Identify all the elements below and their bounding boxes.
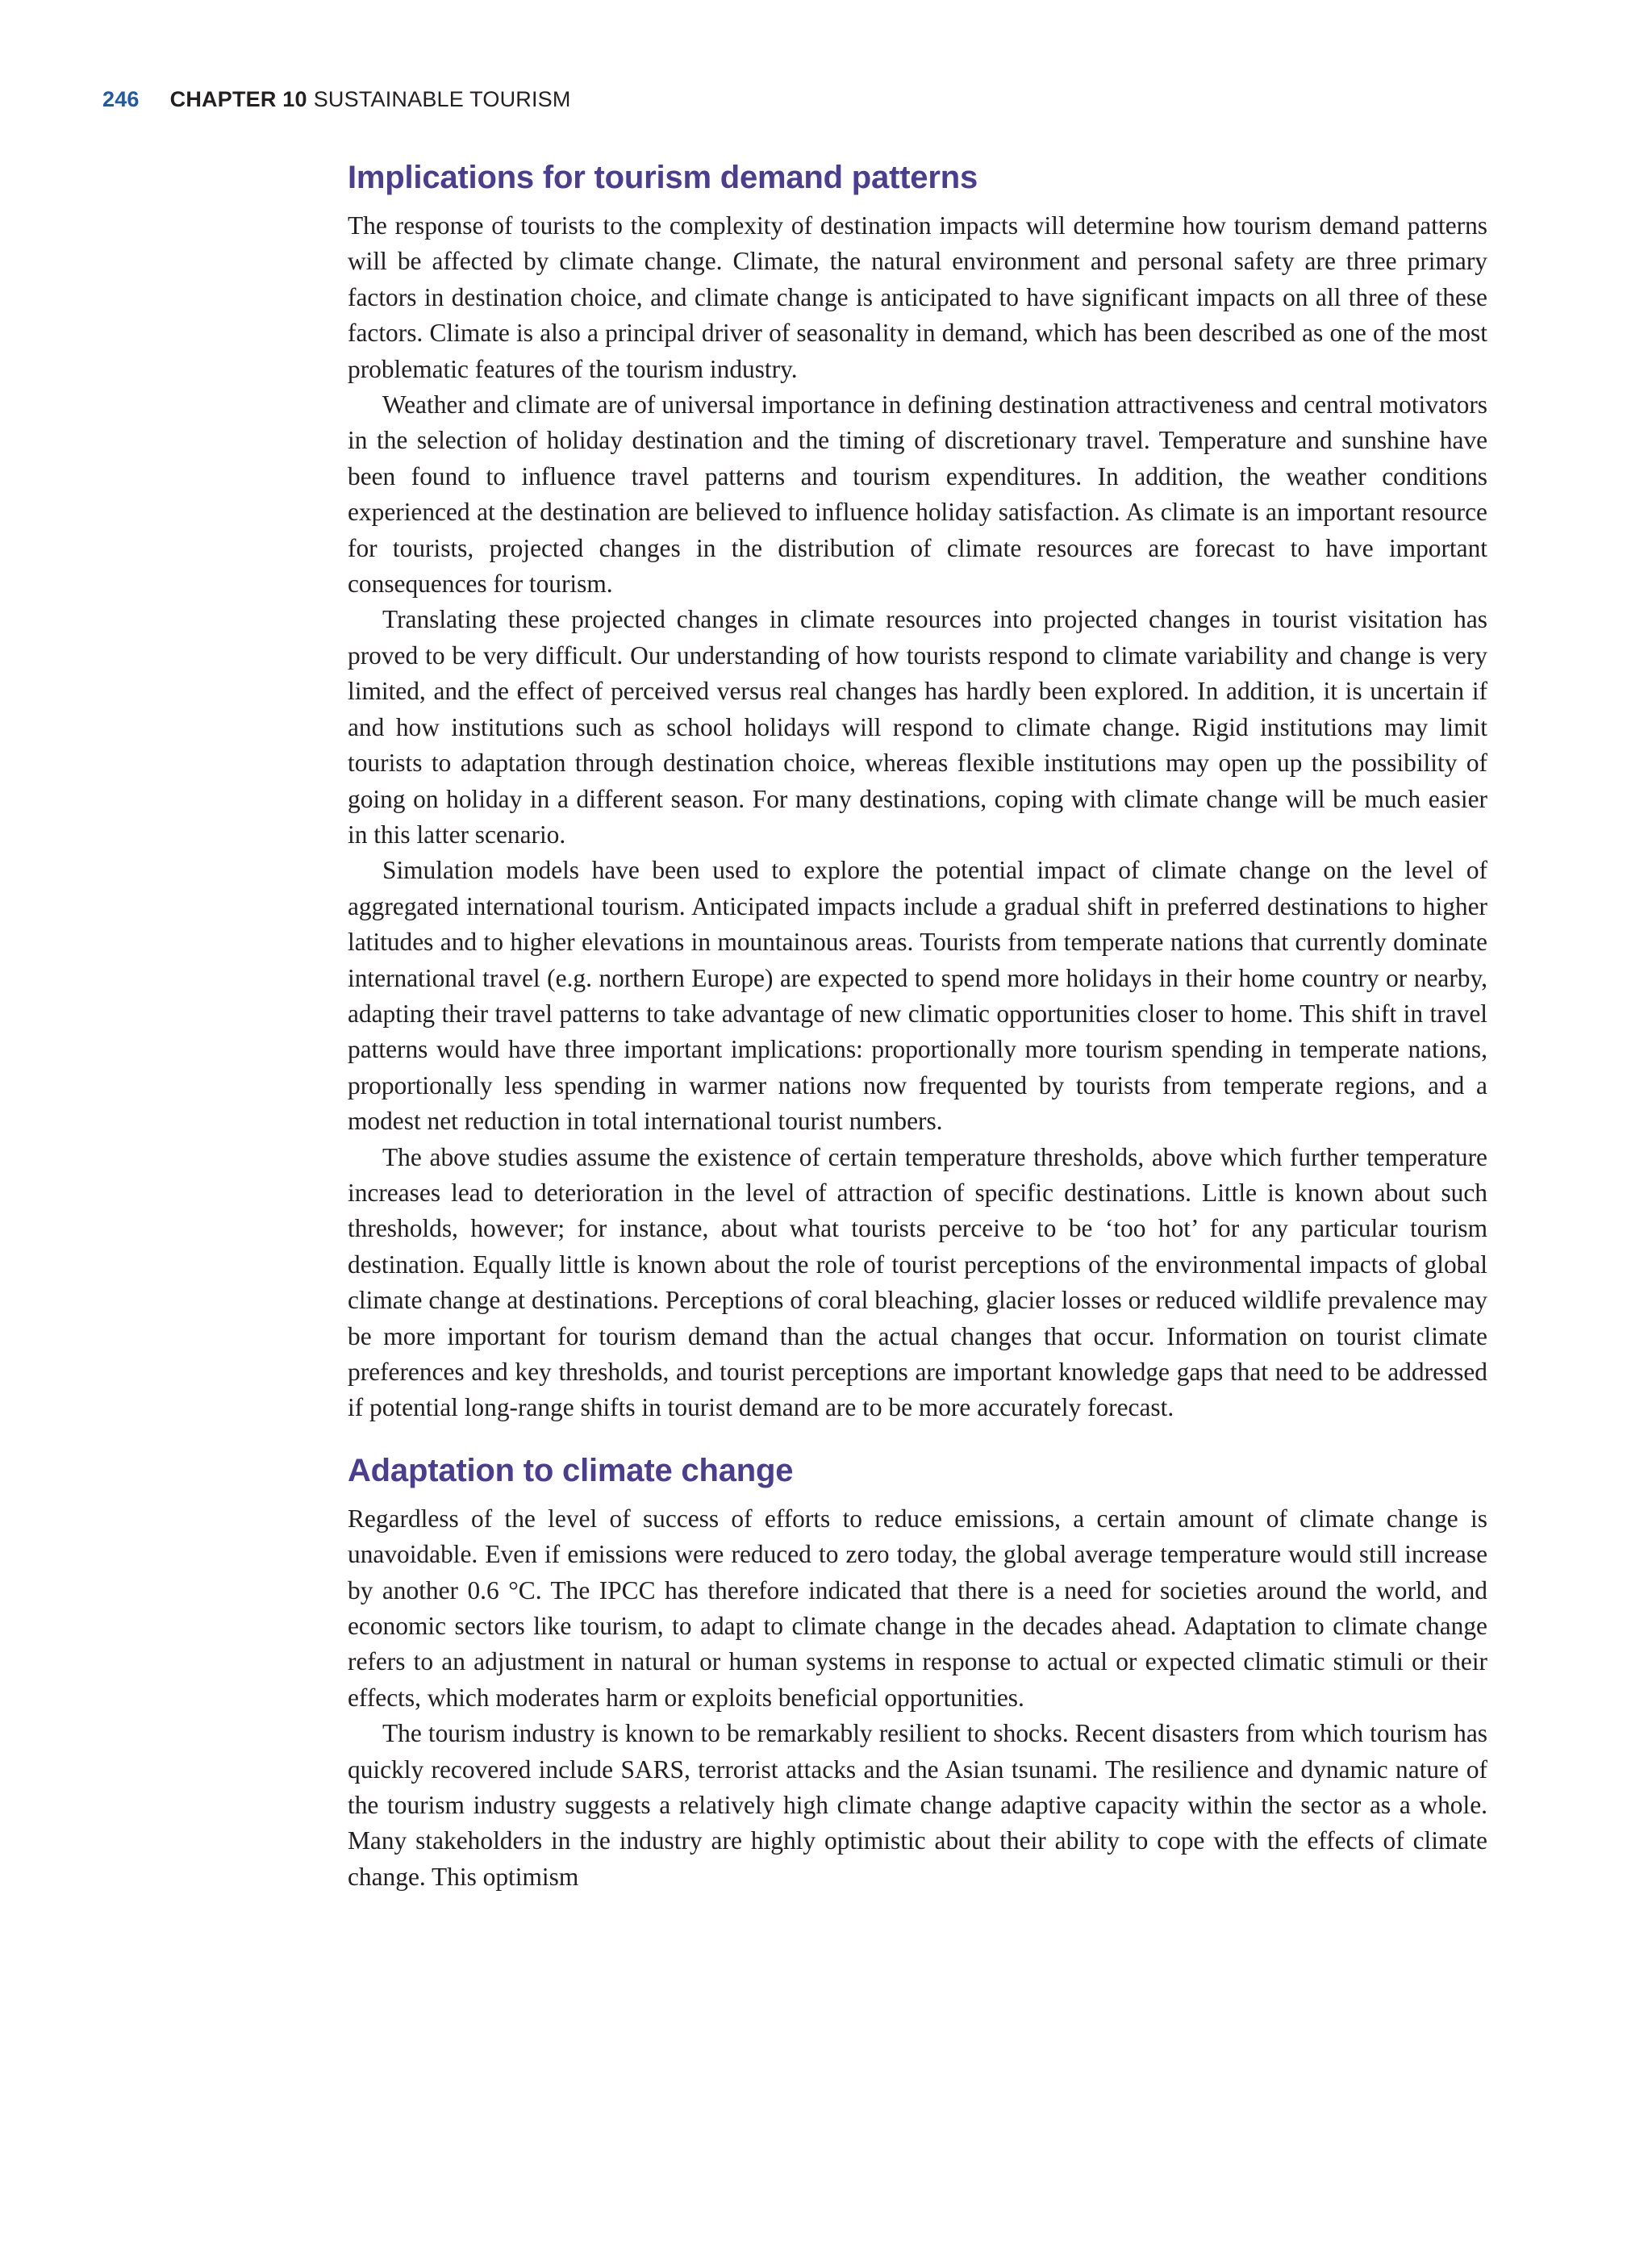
page-number: 246 <box>102 87 140 111</box>
section-heading: Implications for tourism demand patterns <box>348 160 978 195</box>
paragraph: Weather and climate are of universal importance in defining destination attractiveness and central motivators in the selection of holiday destination and the timing of discretionary travel. Temperature and sunshine have been found to influence travel patterns and tourism expenditures. In addition, the weather conditions experienced at the destination are believed to influence holiday satisfaction. As climate is an important resource for tourists, projected changes in the distribution of climate resources are forecast to have important consequences for tourism. <box>348 390 1487 599</box>
chapter-label: CHAPTER 10 <box>169 87 307 111</box>
paragraph: Simulation models have been used to explore the potential impact of climate change on the level of aggregated international tourism. Anticipated impacts include a gradual shift in preferred destinations to higher latitudes and to higher elevations in mountainous areas. Tourists from temperate nations that currently dominate international travel (e.g. northern Europe) are expected to spend more holidays in their home country or nearby, adapting their travel patterns to take advantage of new climatic opportunities closer to home. This shift in travel patterns would have three important implications: proportionally more tourism spending in temperate nations, proportionally less spending in warmer nations now frequented by tourists from temperate regions, and a modest net reduction in total international tourist numbers. <box>348 856 1487 1136</box>
paragraph: The response of tourists to the complexity of destination impacts will determine how tourism demand patterns will be affected by climate change. Climate, the natural environment and personal safety are three primary factors in destination choice, and climate change is anticipated to have significant impacts on all three of these factors. Climate is also a principal driver of seasonality in demand, which has been described as one of the most problematic features of the tourism industry. <box>348 211 1487 383</box>
main-text <box>348 158 1487 1895</box>
running-head <box>102 87 571 112</box>
chapter-title: SUSTAINABLE TOURISM <box>313 87 571 111</box>
paragraph: Regardless of the level of success of efforts to reduce emissions, a certain amount of climate change is unavoidable. Even if emissions were reduced to zero today, the global average temperature would still increase by another 0.6 °C. The IPCC has therefore indicated that there is a need for societies around the world, and economic sectors like tourism, to adapt to climate change in the decades ahead. Adaptation to climate change refers to an adjustment in natural or human systems in response to actual or expected climatic stimuli or their effects, which moderates harm or exploits beneficial opportunities. <box>348 1504 1487 1712</box>
paragraph: The above studies assume the existence of certain temperature thresholds, above which further temperature increases lead to deterioration in the level of attraction of specific destinations. Little is known about such thresholds, however; for instance, about what tourists perceive to be ‘too hot’ for any particular tourism destination. Equally little is known about the role of tourist perceptions of the environmental impacts of global climate change at destinations. Perceptions of coral bleaching, glacier losses or reduced wildlife prevalence may be more important for tourism demand than the actual changes that occur. Information on tourist climate preferences and key thresholds, and tourist perceptions are important knowledge gaps that need to be addressed if potential long-range shifts in tourist demand are to be more accurately forecast. <box>348 1142 1487 1422</box>
section-heading: Adaptation to climate change <box>348 1452 794 1488</box>
paragraph: The tourism industry is known to be remarkably resilient to shocks. Recent disasters from which tourism has quickly recovered include SARS, terrorist attacks and the Asian tsunami. The resilience and dynamic nature of the tourism industry suggests a relatively high climate change adaptive capacity within the sector as a whole. Many stakeholders in the industry are highly optimistic about their ability to cope with the effects of climate change. This optimism <box>348 1719 1487 1891</box>
paragraph: Translating these projected changes in climate resources into projected changes in tourist visitation has proved to be very difficult. Our understanding of how tourists respond to climate variability and change is very limited, and the effect of perceived versus real changes has hardly been explored. In addition, it is uncertain if and how institutions such as school holidays will respond to climate change. Rigid institutions may limit tourists to adaptation through destination choice, whereas flexible institutions may open up the possibility of going on holiday in a different season. For many destinations, coping with climate change will be much easier in this latter scenario. <box>348 605 1487 849</box>
